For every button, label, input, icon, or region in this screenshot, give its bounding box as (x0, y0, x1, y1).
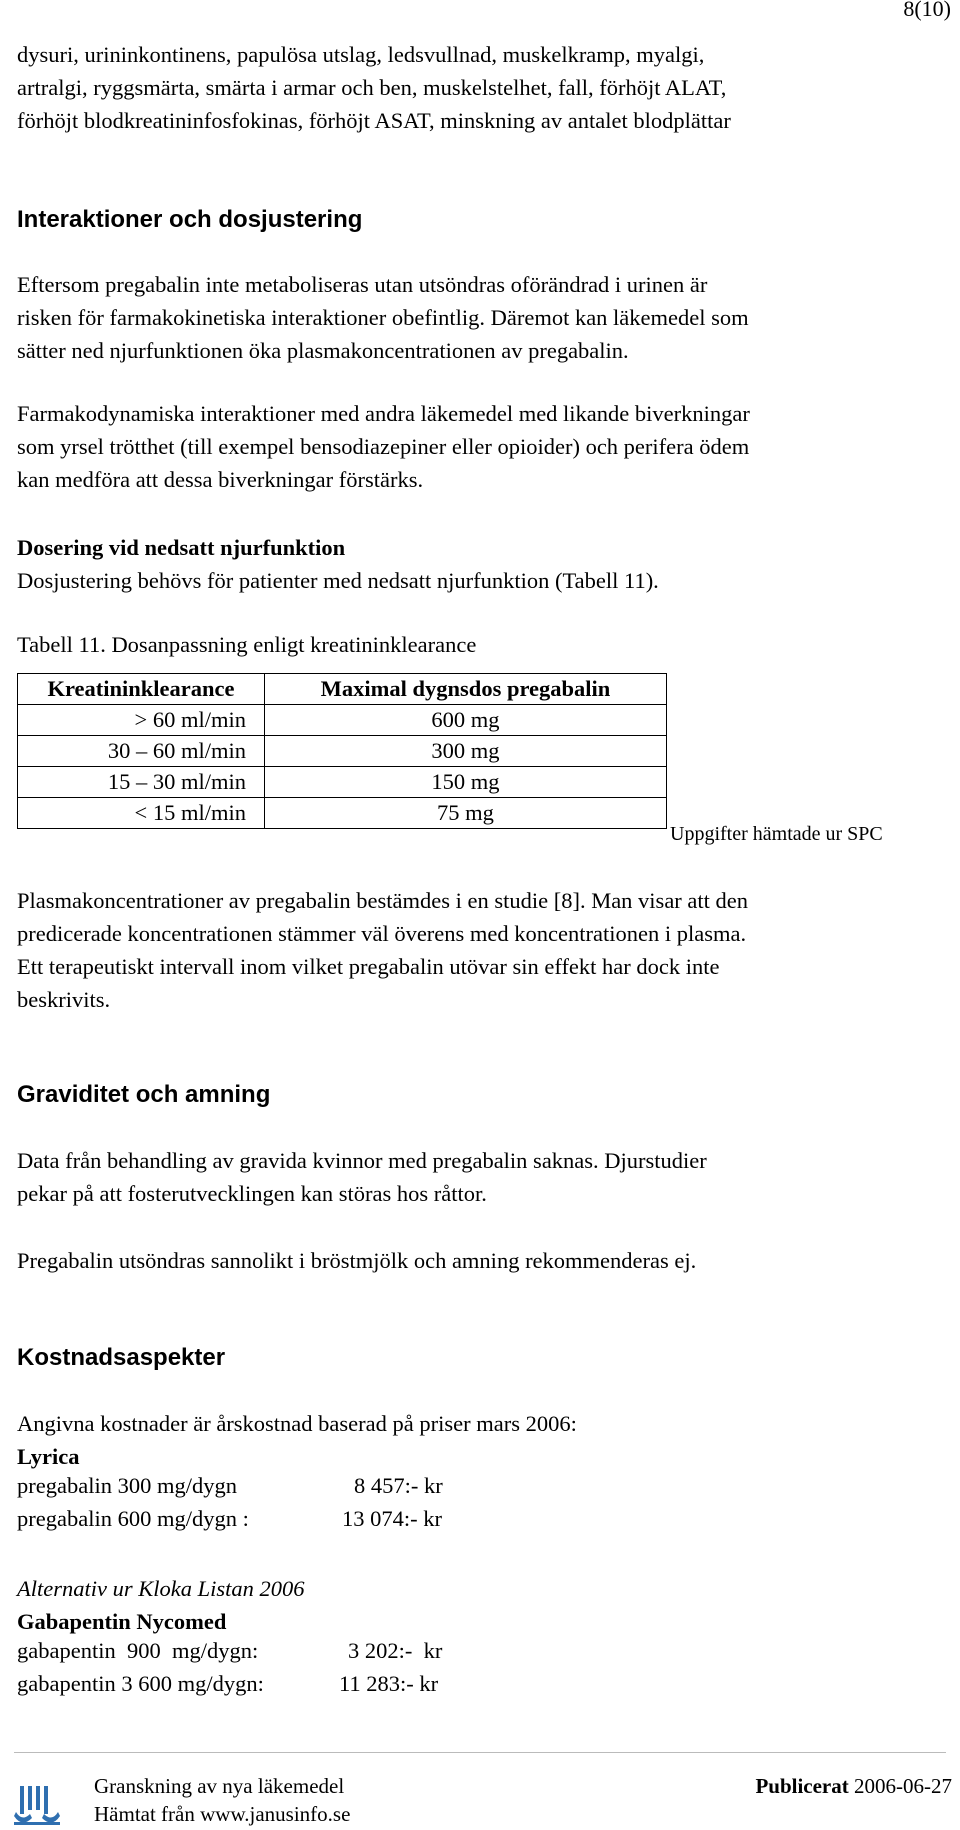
footer-divider (14, 1752, 946, 1753)
table-row (18, 736, 667, 767)
dose-table (17, 673, 667, 829)
table-cell: 15 – 30 ml/min (18, 767, 265, 798)
table-cell: 75 mg (265, 798, 667, 829)
plasma-paragraph: Plasmakoncentrationer av pregabalin bestämdes i en studie [8]. Man visar att den predicerade koncentrationen stämmer väl överens med koncentrationen i plasma. Ett terapeutiskt intervall inom vilket pregabalin utövar sin effekt har dock inte beskrivits. (17, 888, 749, 1012)
cost-line: gabapentin 900 mg/dygn: 3 202:- kr (17, 1638, 443, 1663)
table-cell: 30 – 60 ml/min (18, 736, 265, 767)
product-gabapentin: Gabapentin Nycomed (17, 1609, 227, 1634)
table-row (18, 767, 667, 798)
cost-line: pregabalin 600 mg/dygn : 13 074:- kr (17, 1506, 442, 1531)
costs-intro: Angivna kostnader är årskostnad baserad på priser mars 2006: (17, 1411, 577, 1436)
interactions-heading: Interaktioner och dosjustering (17, 206, 363, 233)
janusinfo-logo-icon (14, 1784, 60, 1826)
table-header: Maximal dygnsdos pregabalin (265, 674, 667, 705)
product-lyrica: Lyrica (17, 1444, 80, 1469)
cost-line: pregabalin 300 mg/dygn 8 457:- kr (17, 1473, 443, 1498)
renal-dosing-subheading: Dosering vid nedsatt njurfunktion (17, 535, 346, 560)
table-header: Kreatininklearance (18, 674, 265, 705)
footer-published (755, 1772, 952, 1800)
table-header-row (18, 674, 667, 705)
table-cell: 300 mg (265, 736, 667, 767)
pregnancy-paragraph-1: Data från behandling av gravida kvinnor med pregabalin saknas. Djurstudier pekar på att fosterutvecklingen kan störas hos råttor. (17, 1148, 707, 1206)
published-label: Publicerat (755, 1774, 849, 1798)
table-cell: 150 mg (265, 767, 667, 798)
table-cell: 600 mg (265, 705, 667, 736)
table-cell: < 15 ml/min (18, 798, 265, 829)
footer-title: Granskning av nya läkemedel (94, 1774, 345, 1798)
intro-paragraph: dysuri, urininkontinens, papulösa utslag, ledsvullnad, muskelkramp, myalgi, artralgi, ryggsmärta, smärta i armar och ben, muskelstelhet, fall, förhöjt ALAT, förhöjt blodkreatininfosfokinas, förhöjt ASAT, minskning av antalet blodplättar (17, 42, 731, 133)
pregnancy-heading: Graviditet och amning (17, 1081, 271, 1108)
table-row (18, 798, 667, 829)
renal-dosing-text: Dosjustering behövs för patienter med nedsatt njurfunktion (Tabell 11). (17, 568, 659, 593)
costs-heading: Kostnadsaspekter (17, 1344, 226, 1371)
table-caption: Tabell 11. Dosanpassning enligt kreatininklearance (17, 632, 477, 657)
cost-line: gabapentin 3 600 mg/dygn: 11 283:- kr (17, 1671, 439, 1696)
alternative-note: Alternativ ur Kloka Listan 2006 (17, 1576, 305, 1601)
footer-left (94, 1772, 350, 1828)
table-cell: > 60 ml/min (18, 705, 265, 736)
interactions-paragraph-2: Farmakodynamiska interaktioner med andra läkemedel med likande biverkningar som yrsel trötthet (till exempel bensodiazepiner eller opioider) och perifera ödem kan medföra att dessa biverkningar förstärks. (17, 401, 750, 492)
interactions-paragraph-1: Eftersom pregabalin inte metaboliseras utan utsöndras oförändrad i urinen är risken för farmakokinetiska interaktioner obefintlig. Däremot kan läkemedel som sätter ned njurfunktionen öka plasmakoncentrationen av pregabalin. (17, 272, 749, 363)
pregnancy-paragraph-2: Pregabalin utsöndras sannolikt i bröstmjölk och amning rekommenderas ej. (17, 1248, 697, 1273)
footer-source: Hämtat från www.janusinfo.se (94, 1802, 351, 1826)
published-date: 2006-06-27 (854, 1774, 952, 1798)
table-row (18, 705, 667, 736)
table-source-note: Uppgifter hämtade ur SPC (670, 823, 883, 845)
page-number: 8(10) (903, 0, 951, 21)
